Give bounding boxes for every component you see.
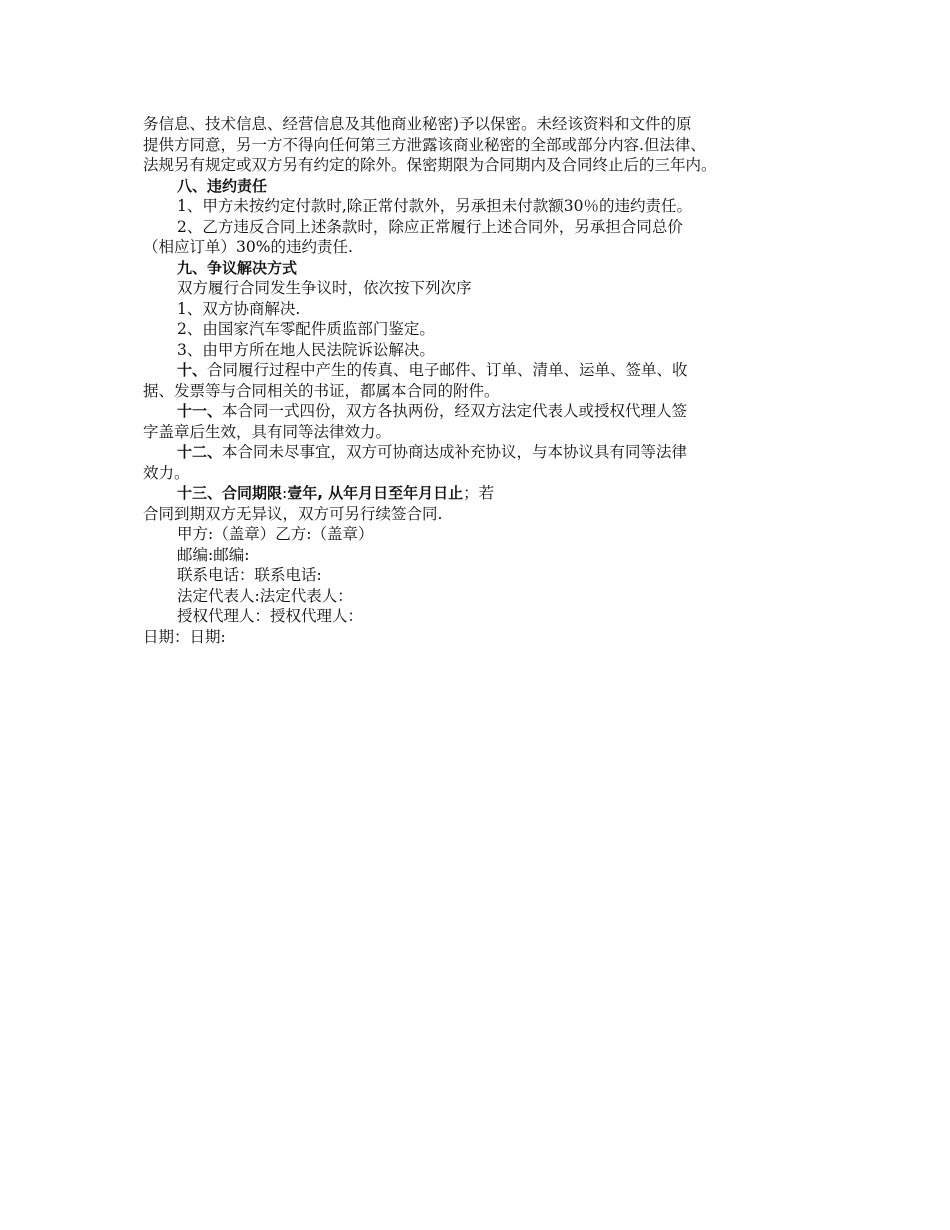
- clause-11-label: 十一、: [177, 402, 223, 420]
- dispute-intro: 双方履行合同发生争议时，依次按下列次序: [177, 279, 472, 297]
- dispute-item-3: 3、由甲方所在地人民法院诉讼解决。: [177, 340, 435, 359]
- clause-13-colon: :: [282, 484, 288, 502]
- breach-item-2-line-2: （相应订单）30%的违约责任.: [143, 238, 353, 256]
- confidentiality-line-3: 法规另有规定或双方另有约定的除外。保密期限为合同期内及合同终止后的三年内。: [143, 156, 717, 174]
- dispute-item-2: 2、由国家汽车零配件质监部门鉴定。: [177, 320, 435, 338]
- clause-13-line-2: 合同到期双方无异议，双方可另行续签合同.: [143, 504, 443, 523]
- dispute-item-1: 1、双方协商解决.: [177, 299, 301, 318]
- clause-13-term: 壹年, 从年月日至年月日止: [287, 484, 464, 502]
- confidentiality-line-2: 提供方同意，另一方不得向任何第三方泄露该商业秘密的全部或部分内容.但法律、: [143, 135, 706, 154]
- signature-legal-rep: 法定代表人:法定代表人：: [177, 586, 353, 605]
- breach-item-2-line-1: 2、乙方违反合同上述条款时，除应正常履行上述合同外，另承担合同总价: [177, 217, 683, 236]
- clause-12-label: 十二、: [177, 443, 223, 461]
- signature-phone: 联系电话：联系电话:: [177, 566, 322, 584]
- clause-13-tail: ；若: [463, 484, 495, 502]
- clause-11-line-1: [143, 401, 833, 422]
- clause-13-line-1: [143, 483, 833, 504]
- breach-heading: 八、违约责任: [177, 176, 268, 195]
- clause-13-label: 十三、合同期限: [177, 484, 283, 502]
- clause-12-line-1: [143, 442, 833, 463]
- clause-10-line-1: [143, 360, 833, 381]
- clause-10-text: 合同履行过程中产生的传真、电子邮件、订单、清单、运单、签单、收: [207, 361, 688, 379]
- dispute-heading: 九、争议解决方式: [177, 258, 298, 277]
- clause-10-line-2: 据、发票等与合同相关的书证，都属本合同的附件。: [143, 381, 500, 400]
- breach-item-1: 1、甲方未按约定付款时,除正常付款外，另承担未付款额30％的违约责任。: [177, 197, 693, 215]
- clause-12-text: 本合同未尽事宜，双方可协商达成补充协议，与本协议具有同等法律: [222, 443, 688, 461]
- contract-document: [143, 114, 833, 647]
- clause-11-line-2: 字盖章后生效，具有同等法律效力。: [143, 422, 392, 441]
- confidentiality-line-1: 务信息、技术信息、经营信息及其他商业秘密)予以保密。未经该资料和文件的原: [143, 115, 692, 133]
- signature-parties: 甲方:（盖章）乙方:（盖章）: [177, 525, 374, 543]
- clause-12-line-2: 效力。: [143, 463, 190, 482]
- signature-postcode: 邮编:邮编:: [177, 545, 250, 564]
- clause-10-label: 十、: [177, 361, 208, 379]
- signature-agent: 授权代理人：授权代理人：: [177, 607, 364, 625]
- signature-date: 日期：日期:: [143, 627, 226, 646]
- clause-11-text: 本合同一式四份，双方各执两份，经双方法定代表人或授权代理人签: [222, 402, 688, 420]
